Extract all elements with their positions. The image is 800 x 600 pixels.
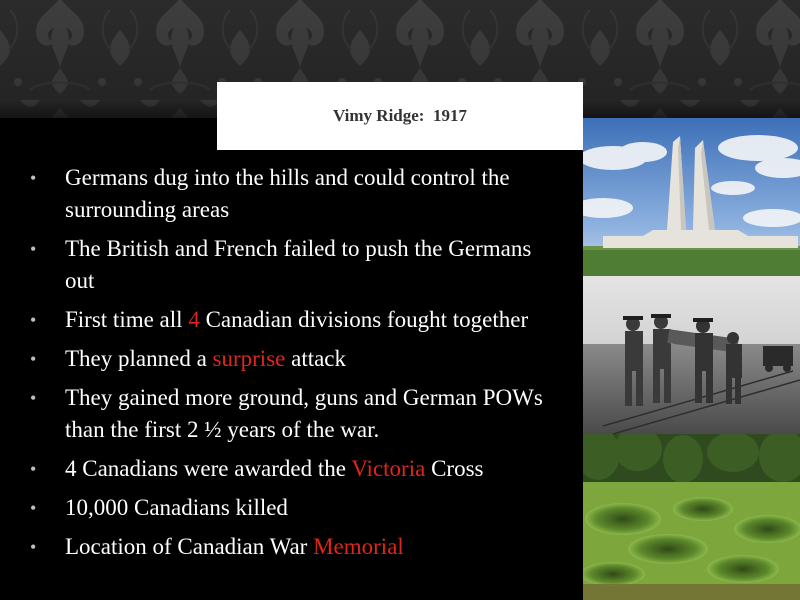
bullet-panel [0,150,583,600]
vimy-memorial-photo [583,118,800,276]
bullet-dot-icon: • [30,388,37,408]
bullet-list [0,150,583,563]
bullet-dot-icon: • [30,349,37,369]
title-box [217,82,583,150]
bullet-item [30,492,553,524]
bullet-text: The British and French failed to push the Germans out [65,236,532,293]
bullet-dot-icon: • [30,310,37,330]
bullet-text: attack [285,346,347,371]
bullet-item [30,304,553,336]
bullet-text: 10,000 Canadians killed [65,495,288,520]
photo-strip [583,118,800,600]
highlight-text: 4 [188,307,200,332]
bullet-text: Location of Canadian War [65,534,314,559]
bullet-item [30,162,553,226]
bullet-text: Cross [425,456,484,481]
bullet-item [30,453,553,485]
bullet-dot-icon: • [30,498,37,518]
bullet-item [30,233,553,297]
bullet-item [30,531,553,563]
bullet-dot-icon: • [30,168,37,188]
slide-title: Vimy Ridge: 1917 [333,106,467,125]
bullet-item [30,343,553,375]
wwi-soldiers-stretcher-photo [583,276,800,434]
bullet-dot-icon: • [30,537,37,557]
highlight-text: surprise [212,346,286,371]
highlight-text: Memorial [313,534,404,559]
bullet-dot-icon: • [30,239,37,259]
bullet-text: 4 Canadians were awarded the [65,456,352,481]
shell-crater-field-photo [583,434,800,600]
bullet-dot-icon: • [30,459,37,479]
bullet-text: Canadian divisions fought together [199,307,529,332]
bullet-text: First time all [65,307,189,332]
bullet-item [30,382,553,446]
highlight-text: Victoria [351,456,426,481]
bullet-text: Germans dug into the hills and could control the surrounding areas [65,165,510,222]
bullet-text: They gained more ground, guns and German POWs than the first 2 ½ years of the war. [65,385,543,442]
bullet-text: They planned a [65,346,213,371]
